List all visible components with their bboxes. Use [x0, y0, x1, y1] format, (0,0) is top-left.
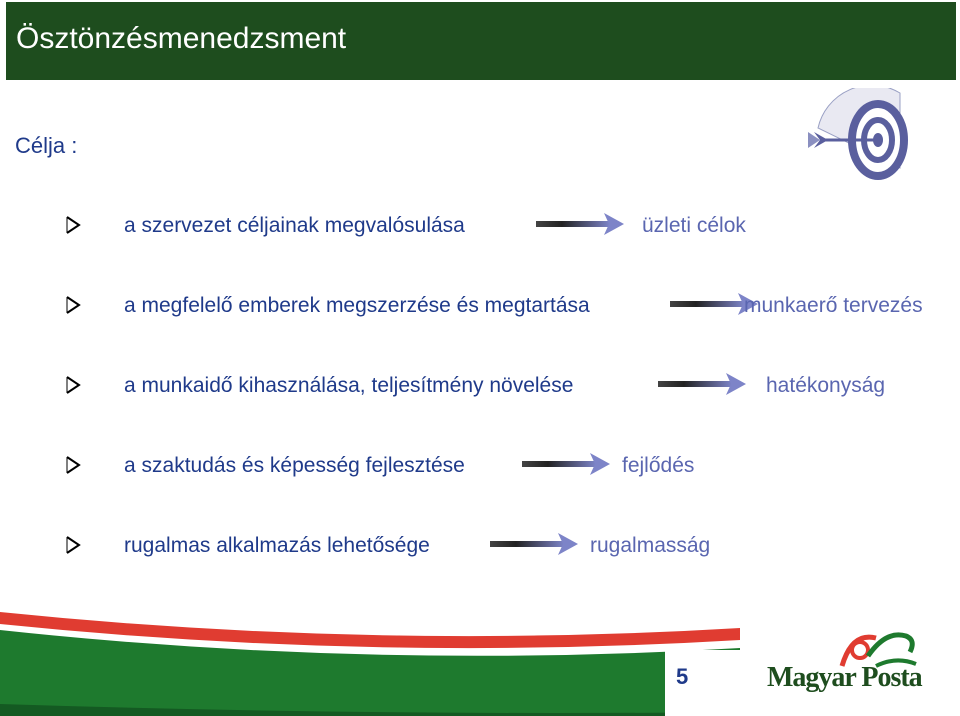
list-item: [0, 526, 960, 566]
item-result: hatékonyság: [766, 374, 886, 397]
right-arrow-icon: [520, 450, 612, 478]
item-text: rugalmas alkalmazás lehetősége: [124, 534, 430, 557]
item-text: a megfelelő emberek megszerzése és megtartása: [124, 294, 590, 317]
list-item: [0, 366, 960, 406]
right-arrow-icon: [534, 210, 626, 238]
item-text: a munkaidő kihasználása, teljesítmény növelése: [124, 374, 574, 397]
item-result: rugalmasság: [590, 534, 711, 557]
logo-text: Magyar Posta: [767, 662, 922, 693]
arrowhead-bullet-icon: [64, 295, 82, 315]
target-dart-icon: [800, 88, 910, 198]
footer-band: [0, 600, 740, 716]
list-item: [0, 286, 960, 326]
item-text: a szervezet céljainak megvalósulása: [124, 214, 465, 237]
arrowhead-bullet-icon: [64, 375, 82, 395]
slide-subtitle: Célja :: [15, 133, 78, 158]
item-result: üzleti célok: [642, 214, 746, 237]
list-item: [0, 446, 960, 486]
list-item: [0, 206, 960, 246]
right-arrow-icon: [488, 530, 580, 558]
page-number: 5: [676, 664, 689, 689]
item-text: a szaktudás és képesség fejlesztése: [124, 454, 465, 477]
title-bar: [6, 2, 956, 80]
item-result: munkaerő tervezés: [744, 294, 923, 317]
item-result: fejlődés: [622, 454, 695, 477]
arrowhead-bullet-icon: [64, 215, 82, 235]
arrowhead-bullet-icon: [64, 535, 82, 555]
slide-title: Ösztönzésmenedzsment: [16, 22, 347, 55]
right-arrow-icon: [656, 370, 748, 398]
arrowhead-bullet-icon: [64, 455, 82, 475]
